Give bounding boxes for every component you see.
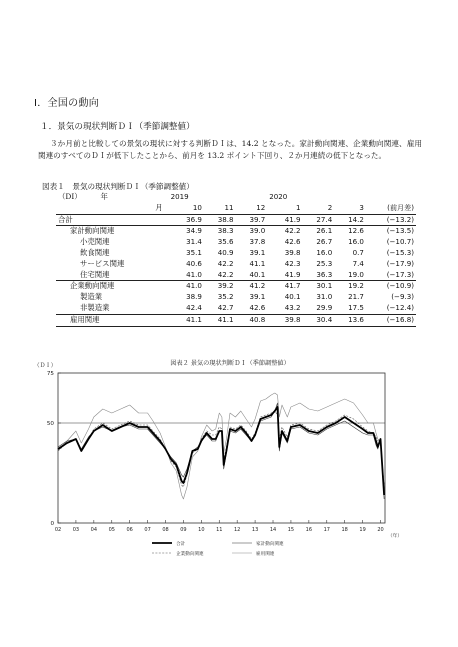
cell-value: 31.0 [316, 292, 333, 302]
cell-diff: (−9.3) [391, 292, 414, 302]
cell-value: 40.9 [217, 247, 234, 257]
legend-label: 雇用関連 [256, 552, 275, 557]
cell-value: 40.8 [236, 314, 268, 326]
month-header: 3 [334, 203, 366, 214]
cell-value: 39.1 [249, 292, 266, 302]
x-tick-label: 05 [108, 527, 115, 533]
cell-value: 41.9 [267, 270, 302, 281]
series-line-0 [58, 407, 384, 495]
cell-value: 41.1 [204, 314, 236, 326]
x-tick-label: 12 [233, 527, 241, 533]
cell-value: 39.7 [236, 214, 268, 226]
series-line-1 [58, 403, 384, 499]
cell-value: 40.1 [236, 270, 268, 281]
cell-value: 16.0 [316, 247, 333, 257]
cell-value: 41.1 [249, 258, 266, 268]
cell-value: 39.8 [284, 247, 301, 257]
month-label: 月 [56, 203, 169, 214]
cell-value: 41.0 [186, 281, 202, 291]
cell-diff: (−10.9) [386, 281, 414, 291]
legend-label: 家計動向関連 [256, 542, 284, 547]
cell-value: 42.3 [284, 258, 301, 268]
year-label: 年 [100, 192, 108, 201]
row-label: サービス関連 [80, 258, 125, 268]
y-tick-label: 75 [46, 371, 54, 377]
row-label: 家計動向関連 [70, 226, 115, 236]
cell-value: 36.3 [303, 270, 335, 281]
cell-value: 12.6 [348, 226, 364, 236]
cell-value: 42.2 [204, 270, 236, 281]
x-tick-label: 06 [126, 527, 133, 533]
cell-value: 29.9 [303, 303, 335, 314]
cell-value: 14.2 [334, 214, 366, 226]
cell-value: 40.6 [186, 258, 202, 268]
month-header: 10 [169, 203, 204, 214]
diff-header: (前月差) [366, 203, 416, 214]
x-tick-label: 09 [180, 527, 187, 533]
cell-value: 42.4 [169, 303, 204, 314]
y-tick-label: 0 [50, 521, 54, 527]
cell-value: 42.2 [217, 258, 234, 268]
legend-label: 企業動向関連 [176, 552, 204, 557]
cell-diff: (−16.8) [366, 314, 416, 326]
table-row [56, 214, 416, 226]
row-label: 非製造業 [56, 303, 169, 314]
cell-value: 31.4 [186, 237, 202, 247]
x-tick-label: 16 [305, 527, 313, 533]
cell-value: 35.2 [217, 292, 234, 302]
x-tick-label: 20 [377, 527, 384, 533]
x-tick-label: 14 [269, 527, 277, 533]
table-header-month-row [56, 203, 416, 214]
month-header: 1 [267, 203, 302, 214]
row-label: 合計 [56, 214, 169, 226]
x-tick-label: 08 [162, 527, 169, 533]
row-label: 雇用関連 [56, 314, 169, 326]
cell-diff: (−17.3) [366, 270, 416, 281]
x-tick-label: 02 [54, 527, 62, 533]
cell-value: 42.7 [204, 303, 236, 314]
subsection-heading: １．景気の現状判断ＤＩ（季節調整値） [40, 122, 195, 132]
cell-value: 36.9 [169, 214, 204, 226]
unit-label: （DI） 年 [58, 192, 108, 201]
cell-value: 41.1 [169, 314, 204, 326]
month-header: 2 [303, 203, 335, 214]
table-row [56, 303, 416, 314]
cell-value: 21.7 [348, 292, 364, 302]
cell-value: 25.3 [316, 258, 333, 268]
body-text: ３か月前と比較しての景気の現状に対する判断ＤＩは、14.2 となった。家計動向関連、企業動向関連、雇用関連のすべてのＤＩが低下したことから、前月を 13.2 ポイント下回り、２か月連続の低下となった。 [38, 139, 422, 161]
cell-value: 39.1 [249, 247, 266, 257]
cell-value: 35.1 [186, 247, 202, 257]
cell-value: 41.0 [169, 270, 204, 281]
table-header-year-row [56, 192, 416, 203]
cell-value: 38.3 [217, 226, 234, 236]
x-tick-label: 11 [216, 527, 223, 533]
month-header: 12 [236, 203, 268, 214]
legend-label: 合計 [176, 542, 186, 547]
cell-value: 38.8 [204, 214, 236, 226]
cell-value: 41.9 [267, 214, 302, 226]
cell-value: 42.2 [284, 226, 301, 236]
cell-value: 39.2 [217, 281, 234, 291]
cell-value: 30.4 [303, 314, 335, 326]
series-line-3 [58, 393, 384, 499]
row-label: 住宅関連 [56, 270, 169, 281]
x-tick-label: 17 [323, 527, 330, 533]
cell-value: 26.1 [316, 226, 333, 236]
cell-diff: (−12.4) [366, 303, 416, 314]
table-caption: 図表１ 景気の現状判断ＤＩ（季節調整値） [42, 182, 194, 191]
chart-title: 図表２ 景気の現状判断ＤＩ（季節調整値） [170, 360, 290, 367]
cell-diff: (−13.2) [366, 214, 416, 226]
cell-value: 34.9 [186, 226, 202, 236]
row-label: 製造業 [80, 292, 103, 302]
plot-frame [58, 373, 385, 523]
y-tick-label: 50 [46, 421, 54, 427]
cell-value: 41.2 [249, 281, 266, 291]
cell-value: 27.4 [303, 214, 335, 226]
x-tick-label: 13 [251, 527, 259, 533]
month-header: 11 [204, 203, 236, 214]
table-row [56, 248, 416, 259]
table-row [56, 281, 416, 292]
table-row [56, 292, 416, 303]
cell-value: 40.1 [284, 292, 301, 302]
x-tick-label: 07 [144, 527, 151, 533]
cell-value: 13.6 [334, 314, 366, 326]
table-row [56, 270, 416, 281]
x-tick-label: 04 [90, 527, 98, 533]
table-row [56, 314, 416, 326]
cell-value: 42.6 [284, 237, 301, 247]
cell-value: 16.0 [348, 237, 364, 247]
line-chart [30, 355, 430, 565]
cell-value: 38.9 [186, 292, 202, 302]
cell-value: 41.7 [284, 281, 301, 291]
x-tick-label: 15 [287, 527, 295, 533]
row-label: 飲食関連 [80, 247, 110, 257]
cell-value: 43.2 [267, 303, 302, 314]
cell-value: 7.4 [352, 258, 364, 268]
year-2019: 2019 [170, 192, 189, 201]
chart-container [30, 355, 430, 565]
cell-value: 0.7 [352, 247, 364, 257]
y-axis-label: （ＤＩ） [34, 363, 57, 369]
cell-diff: (−17.9) [386, 258, 414, 268]
cell-value: 19.0 [334, 270, 366, 281]
x-tick-label: 03 [72, 527, 80, 533]
row-label: 企業動向関連 [70, 281, 115, 291]
cell-value: 17.5 [334, 303, 366, 314]
year-2020: 2020 [269, 192, 288, 201]
cell-value: 19.2 [348, 281, 364, 291]
cell-diff: (−15.3) [386, 247, 414, 257]
row-label: 小売関連 [80, 237, 110, 247]
x-tick-label: 19 [359, 527, 366, 533]
table-row [56, 259, 416, 270]
x-axis-unit: （年） [387, 534, 403, 539]
x-tick-label: 10 [198, 527, 205, 533]
cell-value: 26.7 [316, 237, 333, 247]
di-table [56, 192, 416, 327]
cell-diff: (−13.5) [386, 226, 414, 236]
cell-value: 42.6 [236, 303, 268, 314]
cell-value: 39.0 [249, 226, 266, 236]
table-row [56, 226, 416, 237]
table-row [56, 237, 416, 248]
cell-value: 35.6 [217, 237, 234, 247]
cell-value: 37.8 [249, 237, 266, 247]
cell-value: 39.8 [267, 314, 302, 326]
cell-diff: (−10.7) [386, 237, 414, 247]
x-tick-label: 18 [341, 527, 348, 533]
section-heading: Ⅰ．全国の動向 [34, 98, 100, 109]
cell-value: 30.1 [316, 281, 333, 291]
